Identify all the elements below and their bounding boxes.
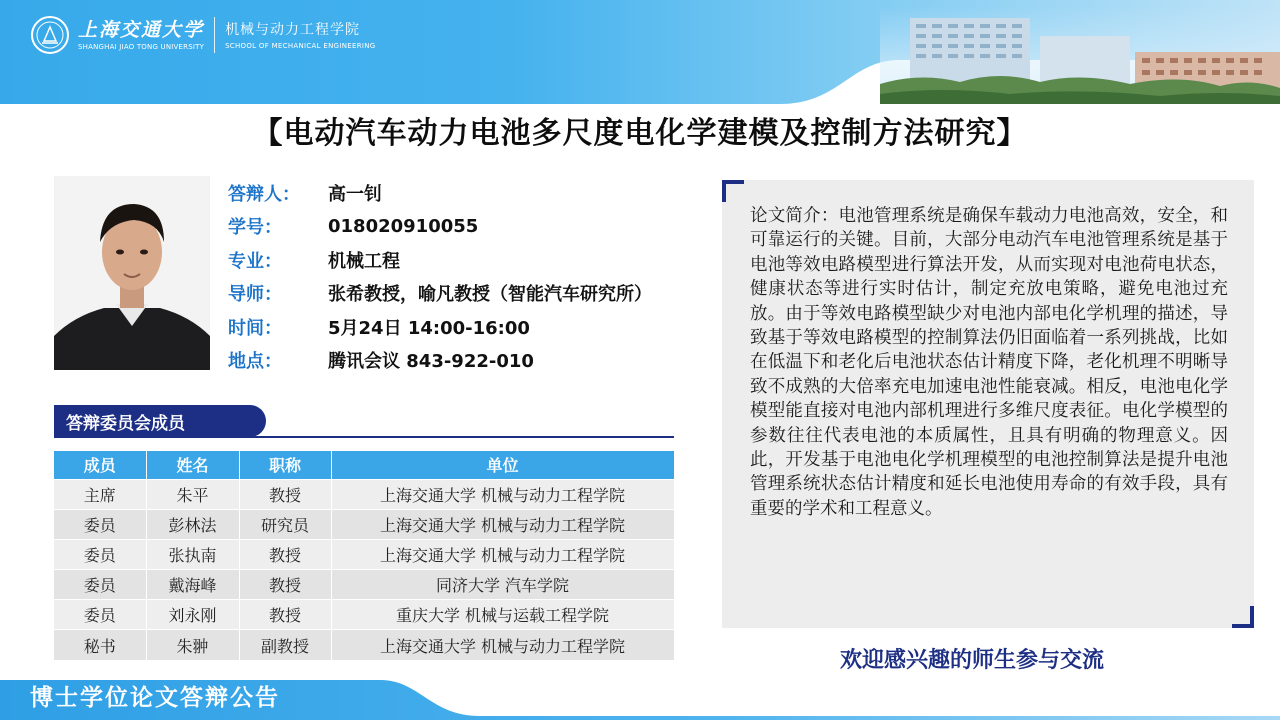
university-logo (30, 14, 376, 56)
candidate-name: 高一钊 (328, 183, 382, 205)
cell-name: 朱翀 (146, 630, 239, 660)
info-label: 专业： (228, 250, 282, 272)
defense-location: 腾讯会议 843-922-010 (328, 351, 534, 373)
info-label: 时间： (228, 317, 282, 339)
cell-title: 教授 (239, 570, 331, 600)
table-row (54, 539, 674, 569)
table-header-row (54, 451, 674, 479)
table-row (54, 570, 674, 600)
column-header-role: 成员 (54, 451, 146, 479)
table-row (54, 600, 674, 630)
column-header-affiliation: 单位 (331, 451, 674, 479)
cell-title: 教授 (239, 539, 331, 569)
info-row-location (228, 344, 652, 378)
committee-table (54, 451, 675, 660)
corner-bracket-top-left (722, 180, 744, 202)
defense-time: 5月24日 14:00-16:00 (328, 317, 530, 339)
university-name-cn: 上海交通大学 (78, 19, 205, 41)
info-row-major (228, 243, 652, 277)
column-header-title: 职称 (239, 451, 331, 479)
school-name-en: SCHOOL OF MECHANICAL ENGINEERING (225, 42, 376, 50)
committee-heading: 答辩委员会成员 (54, 405, 266, 437)
cell-title: 研究员 (239, 509, 331, 539)
info-row-time (228, 310, 652, 344)
cell-name: 戴海峰 (146, 570, 239, 600)
corner-bracket-bottom-right (1232, 606, 1254, 628)
cell-title: 教授 (239, 600, 331, 630)
info-label: 学号： (228, 217, 282, 239)
candidate-info (228, 176, 652, 377)
cell-role: 委员 (54, 539, 146, 569)
cell-role: 秘书 (54, 630, 146, 660)
cell-name: 彭林法 (146, 509, 239, 539)
advisor: 张希教授，喻凡教授（智能汽车研究所） (328, 284, 652, 306)
student-id: 018020910055 (328, 215, 479, 237)
welcome-message: 欢迎感兴趣的师生参与交流 (839, 648, 1104, 673)
cell-affiliation: 上海交通大学 机械与动力工程学院 (331, 509, 674, 539)
table-row (54, 630, 674, 660)
cell-affiliation: 同济大学 汽车学院 (331, 570, 674, 600)
info-row-advisor (228, 277, 652, 311)
page-title: 【电动汽车动力电池多尺度电化学建模及控制方法研究】 (252, 116, 1028, 151)
cell-name: 朱平 (146, 479, 239, 509)
cell-affiliation: 重庆大学 机械与运载工程学院 (331, 600, 674, 630)
table-row (54, 479, 674, 509)
cell-role: 委员 (54, 509, 146, 539)
info-label: 导师： (228, 284, 282, 306)
table-row (54, 509, 674, 539)
university-name-en: SHANGHAI JIAO TONG UNIVERSITY (78, 43, 205, 51)
cell-name: 张执南 (146, 539, 239, 569)
committee-underline (54, 436, 674, 438)
cell-role: 主席 (54, 479, 146, 509)
cell-affiliation: 上海交通大学 机械与动力工程学院 (331, 630, 674, 660)
cell-role: 委员 (54, 570, 146, 600)
announcement-title: 博士学位论文答辩公告 (30, 684, 280, 711)
cell-affiliation: 上海交通大学 机械与动力工程学院 (331, 539, 674, 569)
info-row-candidate (228, 176, 652, 210)
cell-name: 刘永刚 (146, 600, 239, 630)
logo-divider (214, 17, 215, 53)
cell-affiliation: 上海交通大学 机械与动力工程学院 (331, 479, 674, 509)
info-row-student-id (228, 210, 652, 244)
thesis-abstract: 论文简介：电池管理系统是确保车载动力电池高效，安全，和可靠运行的关键。目前，大部分电动汽车电池管理系统是基于电池等效电路模型进行算法开发，从而实现对电池荷电状态，健康状态等进行实时估计，制定充放电策略，避免电池过充放。由于等效电路模型缺少对电池内部电化学机理的描述，导致基于等效电路模型的控制算法仍旧面临着一系列挑战，比如在低温下和老化后电池状态估计精度下降，老化机理不明晰导致不成熟的大倍率充电加速电池性能衰减。相反，电池电化学模型能直接对电池内部机理进行多维尺度表征。电化学模型的参数往往代表电池的本质属性，且具有明确的物理意义。因此，开发基于电池电化学机理模型的电池控制算法是提升电池管理系统状态估计精度和延长电池使用寿命的有效手段，具有重要的学术和工程意义。 (750, 206, 1228, 519)
cell-role: 委员 (54, 600, 146, 630)
campus-buildings-image (880, 6, 1280, 104)
column-header-name: 姓名 (146, 451, 239, 479)
university-seal-icon (30, 15, 70, 55)
info-label: 地点： (228, 351, 282, 373)
cell-title: 教授 (239, 479, 331, 509)
major: 机械工程 (328, 250, 400, 272)
cell-title: 副教授 (239, 630, 331, 660)
school-name-cn: 机械与动力工程学院 (225, 22, 361, 38)
candidate-photo (54, 176, 210, 370)
info-label: 答辩人： (228, 183, 300, 205)
